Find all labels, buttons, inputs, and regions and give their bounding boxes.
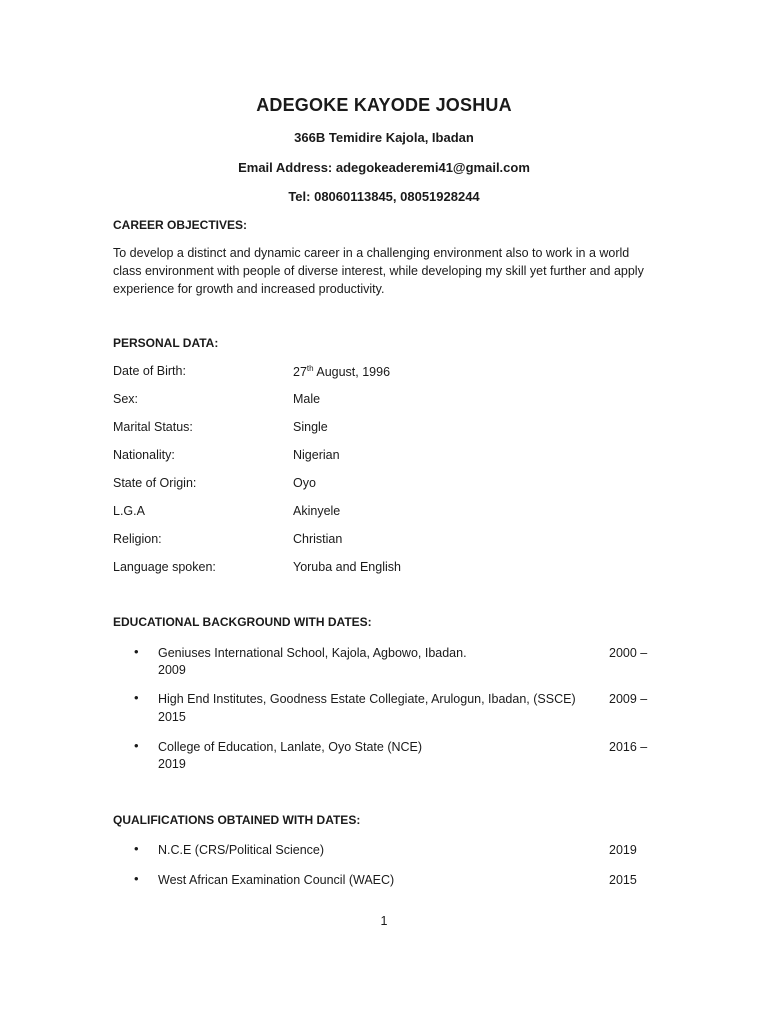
nationality-value: Nigerian: [293, 448, 340, 462]
education-start: 2009 –: [609, 692, 648, 706]
state-of-origin-value: Oyo: [293, 476, 316, 490]
education-school: Geniuses International School, Kajola, Agbowo, Ibadan.: [158, 646, 467, 660]
lga-value: Akinyele: [293, 504, 341, 518]
language-value: Yoruba and English: [293, 560, 401, 574]
resume-name: ADEGOKE KAYODE JOSHUA: [256, 95, 512, 115]
dob-label: Date of Birth:: [113, 364, 186, 378]
sex-value: Male: [293, 392, 321, 406]
career-objectives-text: To develop a distinct and dynamic career in a challenging environment also to work in a world class environment with people of diverse interest, while developing my skill yet further and apply experience for growth and increased productivity.: [113, 246, 644, 296]
bullet-icon: •: [134, 841, 139, 856]
lga-label: L.G.A: [113, 504, 145, 518]
qualification-name: West African Examination Council (WAEC): [158, 873, 395, 887]
dob-value: [293, 364, 390, 379]
sex-label: Sex:: [113, 392, 139, 406]
qualifications-heading: QUALIFICATIONS OBTAINED WITH DATES:: [113, 813, 361, 827]
career-objectives-heading: CAREER OBJECTIVES:: [113, 218, 248, 232]
qualification-year: 2019: [609, 843, 637, 857]
state-of-origin-label: State of Origin:: [113, 476, 197, 490]
dob-day: 27: [293, 365, 307, 380]
bullet-icon: •: [134, 690, 139, 705]
education-end: 2015: [158, 710, 186, 724]
education-end: 2019: [158, 757, 186, 771]
qualification-name: N.C.E (CRS/Political Science): [158, 843, 325, 857]
qualification-year: 2015: [609, 873, 637, 887]
telephone: Tel: 08060113845, 08051928244: [288, 189, 480, 204]
religion-value: Christian: [293, 532, 343, 546]
dob-rest: August, 1996: [313, 365, 391, 380]
education-start: 2016 –: [609, 740, 648, 754]
bullet-icon: •: [134, 644, 139, 659]
language-label: Language spoken:: [113, 560, 216, 574]
religion-label: Religion:: [113, 532, 162, 546]
marital-status-value: Single: [293, 420, 328, 434]
nationality-label: Nationality:: [113, 448, 175, 462]
dob-suffix: th: [306, 364, 314, 373]
bullet-icon: •: [134, 738, 139, 753]
email-address: Email Address: adegokeaderemi41@gmail.com: [238, 160, 530, 175]
bullet-icon: •: [134, 871, 139, 886]
page-number: 1: [380, 914, 388, 928]
education-start: 2000 –: [609, 646, 648, 660]
education-school: High End Institutes, Goodness Estate Collegiate, Arulogun, Ibadan, (SSCE): [158, 692, 576, 706]
marital-status-label: Marital Status:: [113, 420, 193, 434]
personal-data-heading: PERSONAL DATA:: [113, 336, 219, 350]
education-school: College of Education, Lanlate, Oyo State (NCE): [158, 740, 423, 754]
address: 366B Temidire Kajola, Ibadan: [294, 130, 474, 145]
education-heading: EDUCATIONAL BACKGROUND WITH DATES:: [113, 615, 372, 629]
education-end: 2009: [158, 663, 186, 677]
